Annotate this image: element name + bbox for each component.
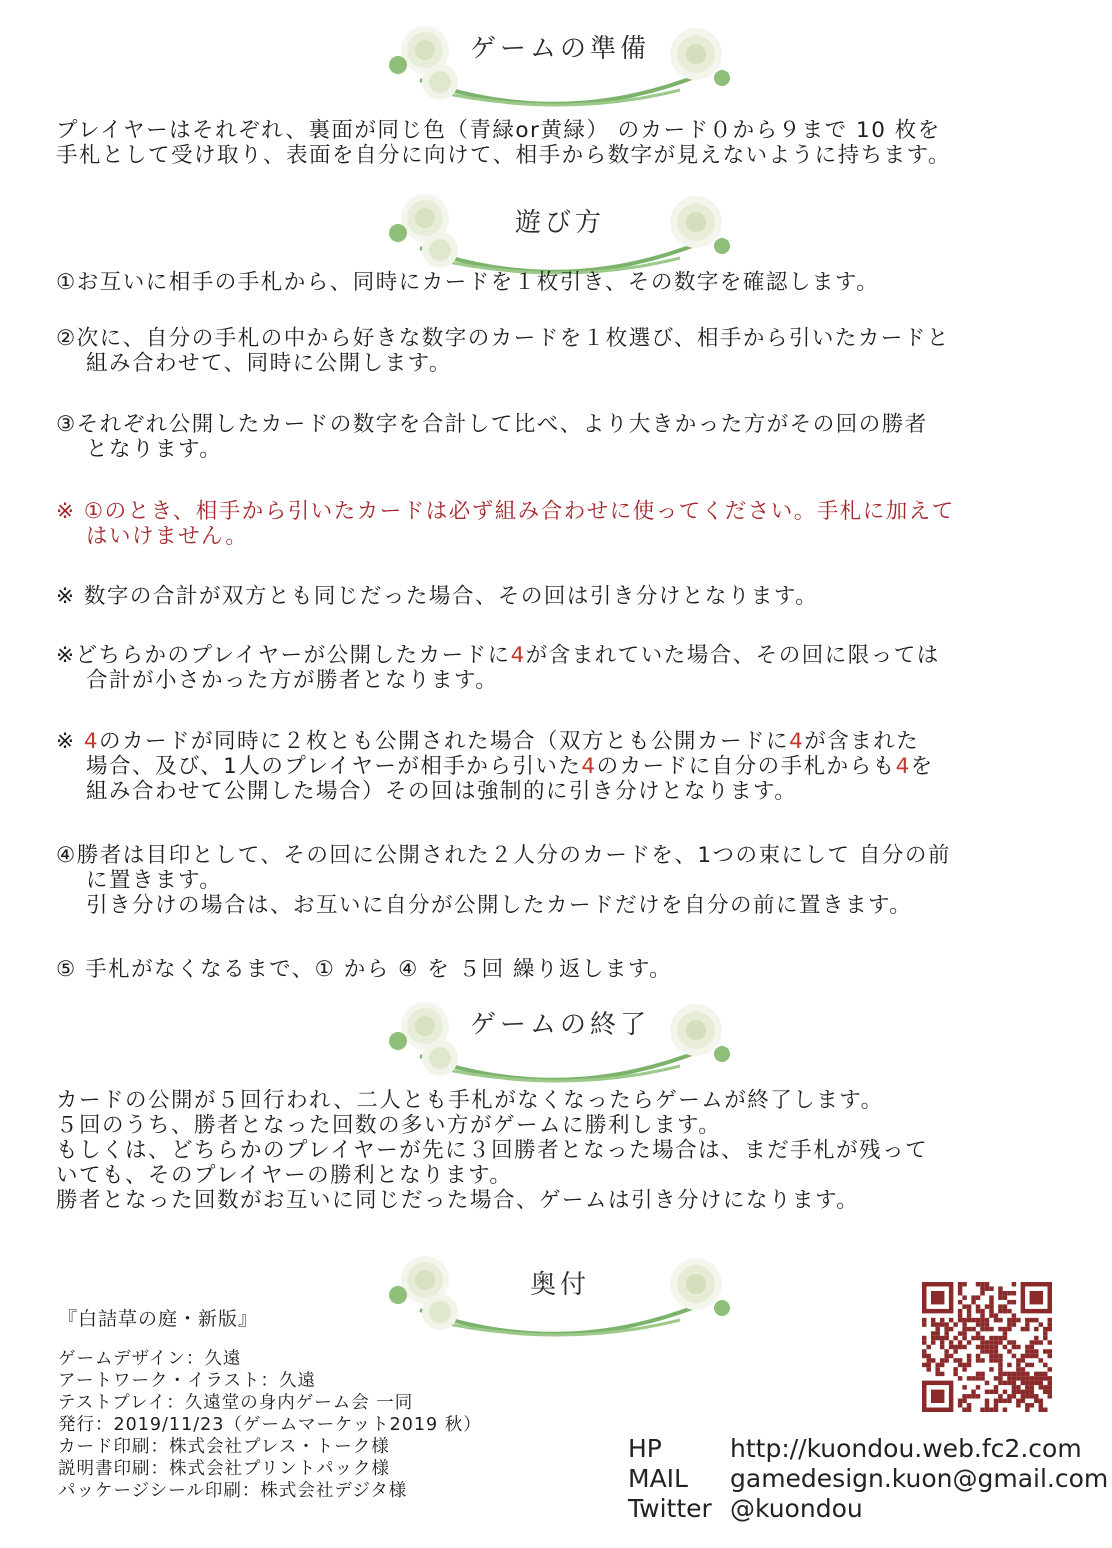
- text-segment: ※どちらかのプレイヤーが公開したカードに: [56, 643, 511, 668]
- credit-line: 発行：2019/11/23（ゲームマーケット2019 秋）: [58, 1415, 482, 1435]
- hp-link[interactable]: http://kuondou.web.fc2.com: [730, 1434, 1082, 1463]
- number-four: 4: [895, 754, 911, 779]
- mail-label: MAIL: [628, 1464, 688, 1493]
- note-four-b-line: 組み合わせて公開した場合）その回は強制的に引き分けとなります。: [86, 779, 798, 804]
- note-tie-text: ※ 数字の合計が双方とも同じだった場合、その回は引き分けとなります。: [56, 584, 819, 609]
- note-tie: [56, 584, 1086, 609]
- number-four: 4: [510, 643, 526, 668]
- text-segment: のカードに自分の手札からも: [596, 754, 896, 779]
- note-red-line: ※ ①のとき、相手から引いたカードは必ず組み合わせに使ってください。手札に加えて: [56, 499, 955, 524]
- contact-mail: [628, 1464, 1108, 1494]
- colophon-title: 『白詰草の庭・新版』: [58, 1308, 259, 1330]
- rule-5: [56, 957, 1086, 982]
- rule-3-line: ③それぞれ公開したカードの数字を合計して比べ、より大きかった方がその回の勝者: [56, 412, 928, 437]
- heading-how: [380, 188, 740, 278]
- end-line: カードの公開が５回行われ、二人とも手札がなくなったらゲームが終了します。: [56, 1088, 884, 1113]
- note-red-line: はいけません。: [86, 524, 249, 549]
- contact-twitter: [628, 1494, 1108, 1524]
- text-segment: が含まれた: [804, 729, 920, 754]
- heading-end: [380, 996, 740, 1086]
- number-four: 4: [789, 729, 805, 754]
- qr-code-icon[interactable]: [920, 1282, 1054, 1412]
- rule-3: [56, 412, 1086, 462]
- end-line: ５回のうち、勝者となった回数の多い方がゲームに勝利します。: [56, 1113, 722, 1138]
- rule-4: [56, 843, 1086, 918]
- rule-2: [56, 326, 1086, 376]
- credit-line: テストプレイ：久遠堂の身内ゲーム会 一同: [58, 1393, 414, 1413]
- number-four: 4: [581, 754, 597, 779]
- note-four-a-line: 合計が小さかった方が勝者となります。: [86, 668, 499, 693]
- text-segment: 場合、及び、1人のプレイヤーが相手から引いた: [86, 754, 582, 779]
- text-segment: が含まれていた場合、その回に限っては: [525, 643, 940, 668]
- end-paragraph: [56, 1088, 1086, 1213]
- prep-line: プレイヤーはそれぞれ、裏面が同じ色（青緑or黄緑） のカード０から９まで 10 枚を: [56, 118, 941, 143]
- rule-3-line: となります。: [86, 437, 223, 462]
- hp-label: HP: [628, 1434, 662, 1463]
- rule-4-line: ④勝者は目印として、その回に公開された２人分のカードを、1つの束にして 自分の前: [56, 843, 951, 868]
- mail-link[interactable]: gamedesign.kuon@gmail.com: [730, 1464, 1109, 1493]
- twitter-label: Twitter: [628, 1494, 712, 1523]
- credit-line: 説明書印刷：株式会社プリントパック様: [58, 1459, 390, 1479]
- prep-paragraph: [56, 118, 1086, 168]
- twitter-link[interactable]: @kuondou: [730, 1494, 863, 1523]
- rule-2-line: ②次に、自分の手札の中から好きな数字のカードを１枚選び、相手から引いたカードと: [56, 326, 950, 351]
- credit-line: ゲームデザイン：久遠: [58, 1349, 242, 1369]
- text-segment: ※: [56, 729, 84, 754]
- text-segment: のカードが同時に２枚とも公開された場合（双方とも公開カードに: [99, 729, 790, 754]
- end-line: いても、そのプレイヤーの勝利となります。: [56, 1163, 513, 1188]
- credit-line: アートワーク・イラスト：久遠: [58, 1371, 316, 1391]
- contact-block: [628, 1434, 1108, 1524]
- heading-end-title: ゲームの終了: [469, 1010, 650, 1040]
- heading-colophon: [380, 1250, 740, 1340]
- text-segment: を: [910, 754, 934, 779]
- note-four-b-line: [56, 729, 1086, 754]
- rule-4-line: に置きます。: [86, 868, 223, 893]
- end-line: もしくは、どちらかのプレイヤーが先に３回勝者となった場合は、まだ手札が残って: [56, 1138, 929, 1163]
- rule-4-line: 引き分けの場合は、お互いに自分が公開したカードだけを自分の前に置きます。: [86, 893, 913, 918]
- prep-line: 手札として受け取り、表面を自分に向けて、相手から数字が見えないように持ちます。: [56, 143, 951, 168]
- heading-how-title: 遊び方: [514, 208, 605, 238]
- heading-prep-title: ゲームの準備: [469, 34, 650, 64]
- note-four-a-line: [56, 643, 1086, 668]
- colophon-credits: [58, 1348, 482, 1502]
- heading-colophon-title: 奥付: [529, 1270, 590, 1300]
- rule-1-text: ①お互いに相手の手札から、同時にカードを１枚引き、その数字を確認します。: [56, 270, 880, 295]
- rule-2-line: 組み合わせて、同時に公開します。: [86, 351, 452, 376]
- note-four-a: [56, 643, 1086, 693]
- number-four: 4: [83, 729, 100, 754]
- end-line: 勝者となった回数がお互いに同じだった場合、ゲームは引き分けになります。: [56, 1188, 860, 1213]
- rule-5-text: ⑤ 手札がなくなるまで、① から ④ を ５回 繰り返します。: [56, 957, 673, 982]
- credit-line: カード印刷：株式会社プレス・トーク様: [58, 1437, 390, 1457]
- note-red: [56, 499, 1086, 549]
- rule-1: [56, 270, 1086, 295]
- note-four-b: [56, 729, 1086, 804]
- note-four-b-line: [56, 754, 1086, 779]
- credit-line: パッケージシール印刷：株式会社デジタ様: [58, 1481, 408, 1501]
- heading-prep: [380, 20, 740, 110]
- contact-hp: [628, 1434, 1108, 1464]
